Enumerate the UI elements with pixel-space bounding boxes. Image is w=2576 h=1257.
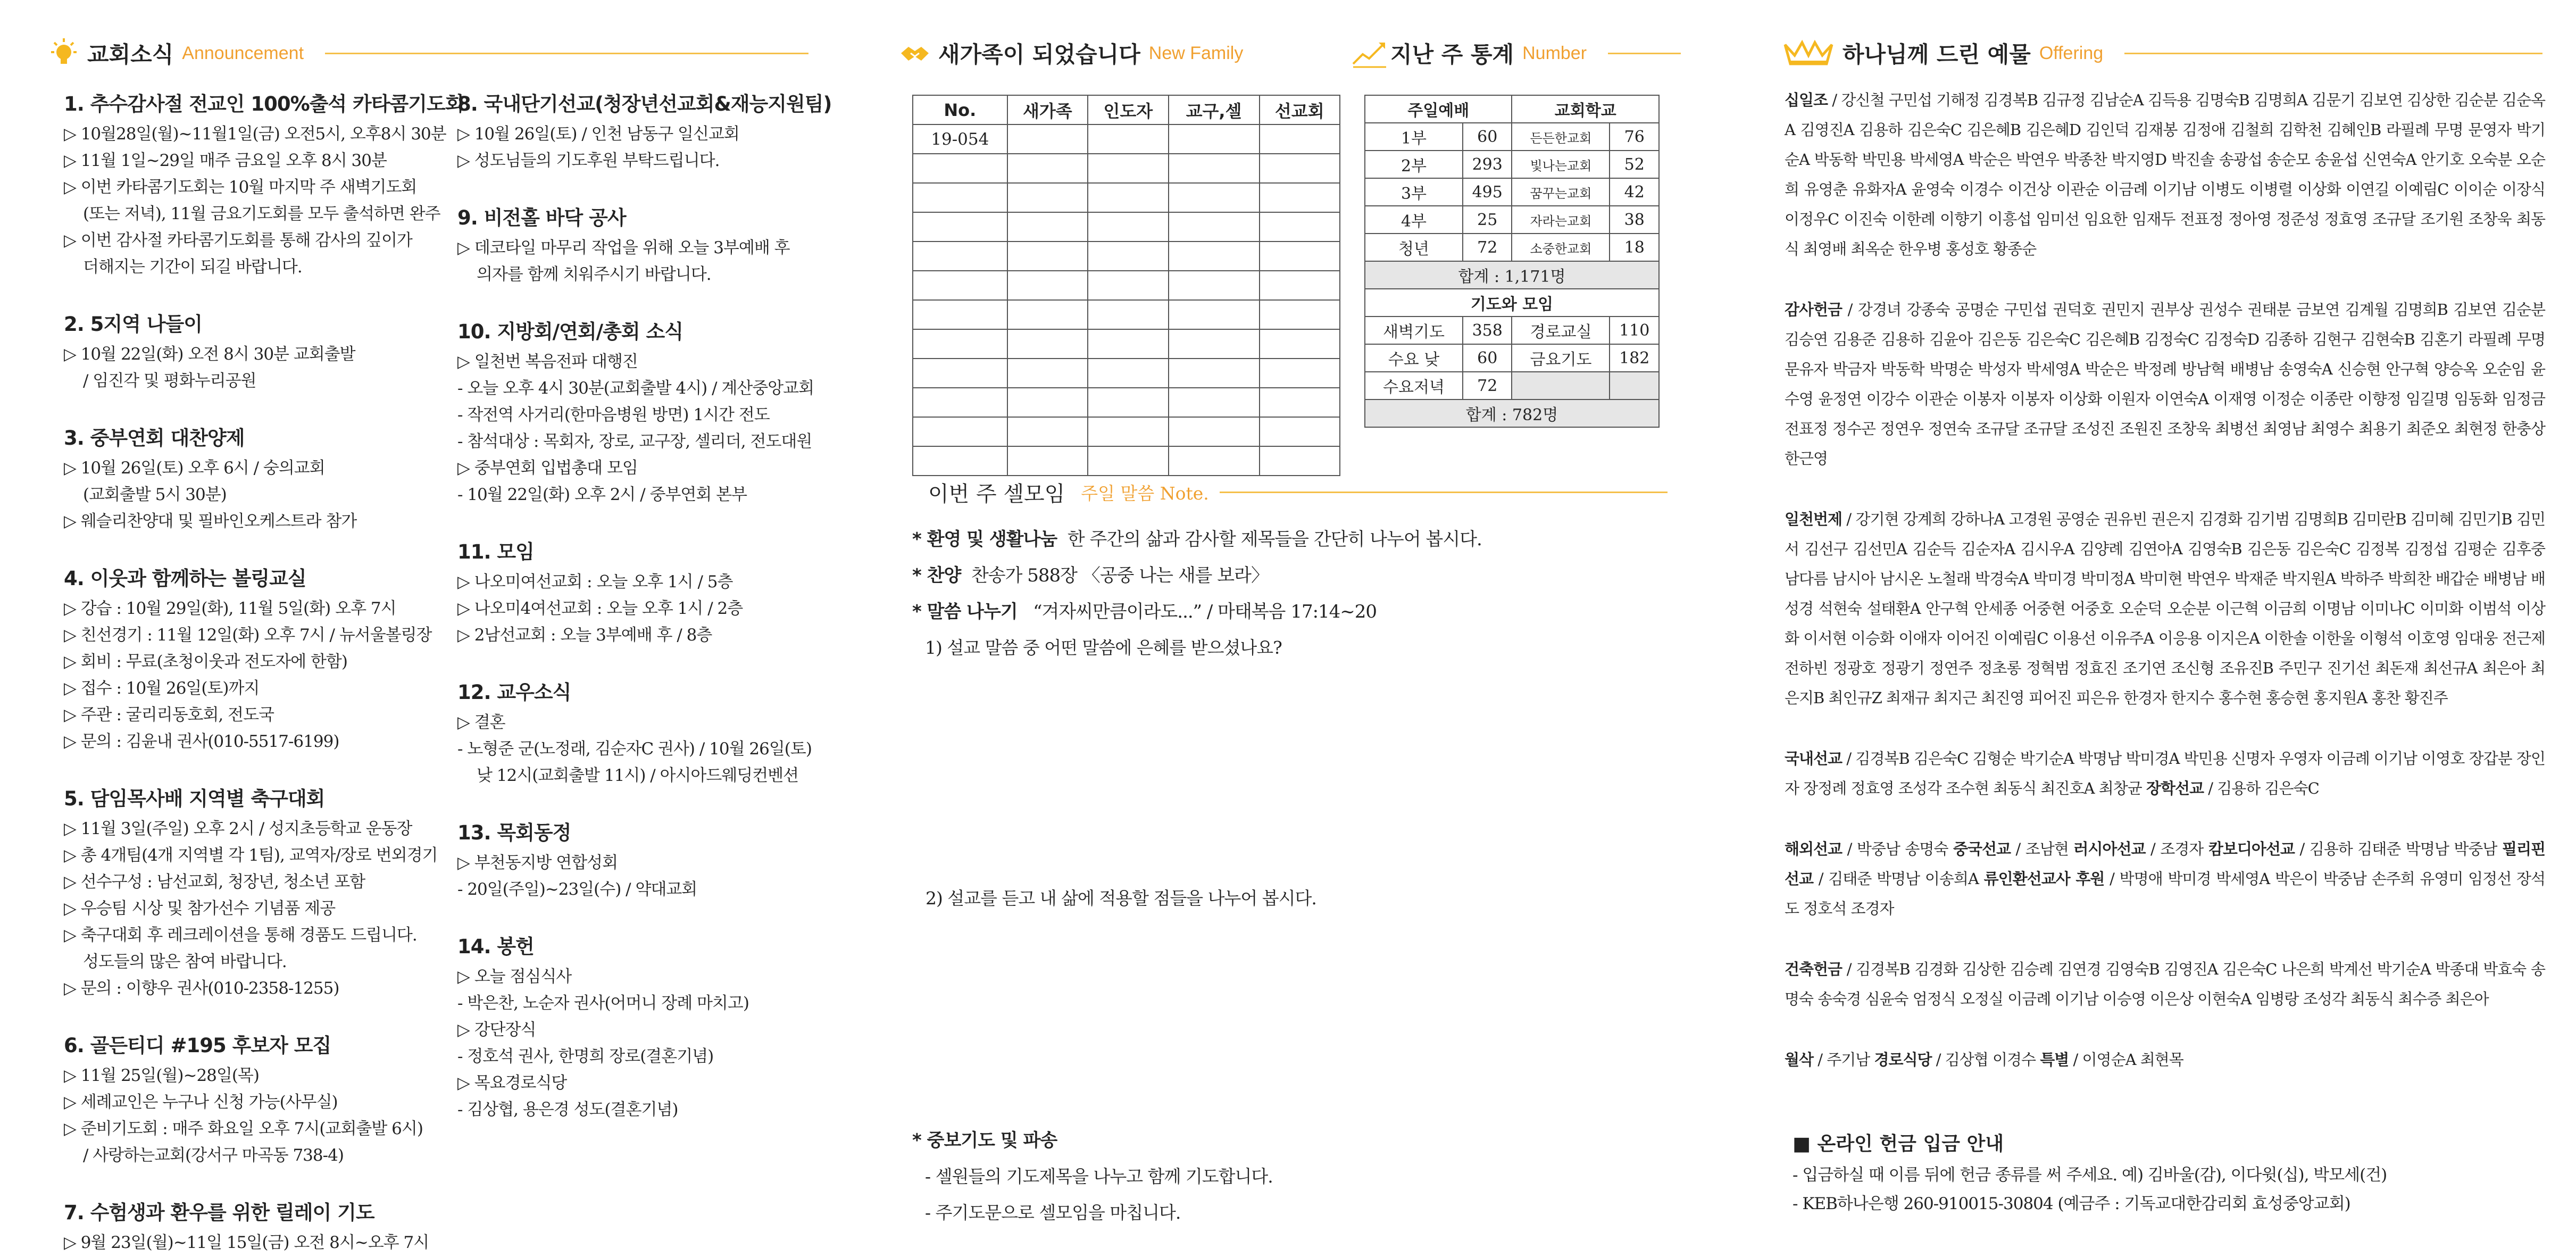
announcement-item: ▷ 10월 26일(토) / 인천 남동구 일신교회 bbox=[457, 124, 739, 144]
new-family-cell bbox=[1260, 183, 1340, 212]
stats-cell: 3부 bbox=[1365, 178, 1463, 206]
prayer-header: 기도와 모임 bbox=[1365, 289, 1659, 317]
new-family-row bbox=[913, 154, 1340, 183]
announcement-item: - 박은찬, 노순자 권사(어머니 장례 마치고) bbox=[457, 994, 749, 1013]
new-family-row bbox=[913, 329, 1340, 359]
offering-category: 특별 bbox=[2040, 1051, 2069, 1069]
announcement-item: ▷ 10월28일(월)~11월1일(금) 오전5시, 오후8시 30분 bbox=[64, 124, 446, 144]
announcement-item: - 오늘 오후 4시 30분(교회출발 4시) / 계산중앙교회 bbox=[457, 379, 814, 398]
announcement-section bbox=[64, 1196, 436, 1256]
announcement-item: (또는 저녁), 11월 금요기도회를 모두 출석하면 완주 bbox=[83, 204, 440, 223]
praise-row bbox=[912, 557, 1668, 594]
offering-names: / 박중남 송명숙 bbox=[1842, 840, 1953, 858]
announcement-item: ▷ 준비기도회 : 매주 화요일 오후 7시(교회출발 6시) bbox=[64, 1119, 423, 1138]
announcement-section bbox=[457, 315, 830, 508]
cell-meeting-title: 이번 주 셀모임 bbox=[928, 481, 1065, 506]
new-family-cell bbox=[913, 154, 1007, 183]
new-family-header bbox=[899, 37, 1335, 69]
announcement-section-title: 14. 봉헌 bbox=[457, 935, 534, 958]
new-family-row bbox=[913, 124, 1340, 154]
new-family-cell bbox=[1169, 359, 1260, 388]
stats-cell: 자라는교회 bbox=[1512, 206, 1610, 234]
intercession-row bbox=[912, 1122, 1668, 1159]
prayer-cell bbox=[1512, 372, 1610, 399]
prayer-cell: 경로교실 bbox=[1512, 317, 1610, 344]
offering-names: / 김경복B 김은숙C 김형순 박기순A 박명남 박미경A 박민용 신명자 우영자 이금례 이기남 이영호 장갑분 장인자 장정례 정효영 조성각 조수현 최동식 최진호A 최창균 bbox=[1785, 750, 2545, 797]
announcement-section-title: 1. 추수감사절 전교인 100%출석 카타콤기도회 bbox=[64, 93, 464, 115]
announcement-item: ▷ 주관 : 굴리리동호회, 전도국 bbox=[64, 705, 274, 725]
announcement-section-title: 2. 5지역 나들이 bbox=[64, 313, 203, 336]
offering-names: / 강기현 강계희 강하나A 고경원 공영순 권유빈 권은지 김경화 김기범 김명희B 김미란B 김미혜 김민기B 김민서 김선구 김선민A 김순득 김순자A 김시우A 김양례 김연아A 김영숙B 김은동 김은숙C 김정복 김정섭 김평순 김후중 남다름 남시아 남시온 노철래 박경숙A 박미경 박미정A 박미현 박연우 박재준 박지원A 박하주 박희찬 배갑순 배병남 배성경 석현숙 설태환A 안구혁 안세종 어중현 어중호 오순덕 오순분 이근혁 이금희 이명남 이미나C 이미화 이범석 이상화 이서현 이승화 이애자 이어진 이예림C 이용선 이유주A 이응용 이지은A 이한솔 이한울 이형석 이호영 임대웅 전근제 전하빈 정광호 정광기 정연주 정초롱 정혁범 정효진 조기연 조신형 조유진B 주민구 진기선 최돈재 최선규A 최은아 최은지B 최인규Z 최재규 최지근 최진영 피어진 피은유 한경자 한지수 홍수현 홍승현 홍지원A 홍찬 황진주 bbox=[1785, 510, 2545, 707]
new-family-cell bbox=[1169, 329, 1260, 359]
announcement-item: ▷ 데코타일 마무리 작업을 위해 오늘 3부예배 후 bbox=[457, 238, 790, 257]
word-label: * 말씀 나누기 bbox=[912, 601, 1018, 622]
announcement-section-title: 8. 국내단기선교(청장년선교회&재능지원팀) bbox=[457, 93, 832, 115]
offering-category: 건축헌금 bbox=[1785, 960, 1843, 978]
stats-cell: 소중한교회 bbox=[1512, 234, 1610, 261]
stats-cell: 1부 bbox=[1365, 123, 1463, 151]
offering-paragraph bbox=[1785, 85, 2545, 264]
new-family-cell bbox=[1260, 124, 1340, 154]
announcement-item: ▷ 축구대회 후 레크레이션을 통해 경품도 드립니다. bbox=[64, 926, 417, 945]
new-family-cell bbox=[1260, 446, 1340, 476]
new-family-col-header: 새가족 bbox=[1007, 95, 1088, 124]
new-family-row bbox=[913, 300, 1340, 329]
prayer-row bbox=[1365, 344, 1659, 372]
new-family-cell bbox=[913, 242, 1007, 271]
stats-row bbox=[1365, 123, 1659, 151]
offering-category: 류인환선교사 후원 bbox=[1983, 870, 2105, 888]
new-family-cell bbox=[1169, 212, 1260, 242]
stats-total-row bbox=[1365, 261, 1659, 289]
announcement-item: ▷ 이번 카타콤기도회는 10월 마지막 주 새벽기도회 bbox=[64, 178, 417, 197]
stats-total-2: 합계 : 782명 bbox=[1365, 399, 1659, 427]
online-offering-title: ■ 온라인 헌금 입금 안내 bbox=[1793, 1133, 2004, 1155]
offering-paragraph bbox=[1785, 295, 2545, 473]
announcement-item: / 임진각 및 평화누리공원 bbox=[83, 371, 256, 390]
announcement-section bbox=[457, 536, 830, 648]
online-offering-line-1: - 입금하실 때 이름 뒤에 헌금 종류를 써 주세요. 예) 김바울(감), 이다윗(십), 박모세(건) bbox=[1793, 1166, 2387, 1185]
question-2: 2) 설교를 듣고 내 삶에 적용할 점들을 나누어 봅시다. bbox=[926, 888, 1316, 909]
new-family-cell bbox=[913, 271, 1007, 300]
offering-paragraph bbox=[1785, 1045, 2545, 1075]
new-family-row bbox=[913, 242, 1340, 271]
new-family-col-header: 인도자 bbox=[1088, 95, 1168, 124]
announcement-section bbox=[457, 930, 830, 1123]
announcement-item: 더해지는 기간이 되길 바랍니다. bbox=[83, 257, 302, 277]
cell-meeting-subtitle: 주일 말씀 Note. bbox=[1081, 482, 1209, 504]
offering-paragraph bbox=[1785, 954, 2545, 1014]
offering-names: / 조경자 bbox=[2145, 840, 2208, 858]
stats-subtitle: Number bbox=[1522, 43, 1587, 63]
offering-paragraph bbox=[1785, 834, 2545, 923]
announcement-section-title: 10. 지방회/연회/총회 소식 bbox=[457, 320, 683, 343]
prayer-cell: 358 bbox=[1463, 317, 1512, 344]
offering-names: / 박명애 박미경 박세영A 박은이 박중남 손주희 유영미 임정선 장석도 정호석 조경자 bbox=[1785, 870, 2545, 918]
stats-cell: 52 bbox=[1610, 151, 1659, 178]
new-family-cell bbox=[1260, 242, 1340, 271]
announcement-section bbox=[64, 422, 436, 535]
announcement-subtitle: Announcement bbox=[182, 43, 304, 63]
new-family-cell bbox=[1260, 300, 1340, 329]
header-rule bbox=[1220, 492, 1668, 493]
new-family-cell bbox=[1007, 124, 1088, 154]
header-rule bbox=[2124, 53, 2542, 54]
announcement-item: ▷ 2남선교회 : 오늘 3부예배 후 / 8층 bbox=[457, 626, 712, 645]
announcement-item: ▷ 나오미4여선교회 : 오늘 오후 1시 / 2층 bbox=[457, 599, 743, 618]
offering-category: 필리핀선교 bbox=[1785, 840, 2546, 888]
intercession-label: * 중보기도 및 파송 bbox=[912, 1130, 1057, 1151]
stats-cell: 25 bbox=[1463, 206, 1512, 234]
word-text: “겨자씨만큼이라도...” / 마태복음 17:14~20 bbox=[1033, 601, 1377, 622]
stats-cell: 꿈꾸는교회 bbox=[1512, 178, 1610, 206]
new-family-cell bbox=[913, 183, 1007, 212]
announcement-item: ▷ 10월 26일(토) 오후 6시 / 숭의교회 bbox=[64, 459, 325, 478]
announcement-item: 성도들의 많은 참여 바랍니다. bbox=[83, 952, 287, 971]
new-family-col-header: No. bbox=[913, 95, 1007, 124]
announcement-item: ▷ 결혼 bbox=[457, 713, 505, 732]
announcement-item: ▷ 나오미여선교회 : 오늘 오후 1시 / 5층 bbox=[457, 572, 733, 592]
announcement-section-title: 11. 모임 bbox=[457, 540, 534, 563]
new-family-row bbox=[913, 271, 1340, 300]
prayer-cell: 새벽기도 bbox=[1365, 317, 1463, 344]
new-family-cell bbox=[1088, 154, 1168, 183]
offering-title: 하나님께 드린 예물 bbox=[1843, 41, 2031, 68]
new-family-cell bbox=[1088, 183, 1168, 212]
prayer-cell: 182 bbox=[1610, 344, 1659, 372]
new-family-cell bbox=[1007, 300, 1088, 329]
announcement-item: ▷ 총 4개팀(4개 지역별 각 1팀), 교역자/장로 번외경기 bbox=[64, 846, 438, 865]
stats-cell: 42 bbox=[1610, 178, 1659, 206]
announcement-item: ▷ 10월 22일(화) 오전 8시 30분 교회출발 bbox=[64, 345, 355, 364]
new-family-col-header: 선교회 bbox=[1260, 95, 1340, 124]
stats-cell: 빛나는교회 bbox=[1512, 151, 1610, 178]
announcement-item: ▷ 11월 25일(월)~28일(목) bbox=[64, 1066, 259, 1085]
new-family-col-header: 교구,셀 bbox=[1169, 95, 1260, 124]
cell-meeting-body bbox=[912, 521, 1668, 666]
new-family-row bbox=[913, 446, 1340, 476]
announcement-item: - 김상협, 용은경 성도(결혼기념) bbox=[457, 1100, 678, 1119]
offering-header bbox=[1782, 37, 2542, 69]
school-header: 교회학교 bbox=[1512, 95, 1659, 123]
announcement-item: - 참석대상 : 목회자, 장로, 교구장, 셀리더, 전도대원 bbox=[457, 432, 812, 451]
stats-cell: 76 bbox=[1610, 123, 1659, 151]
offering-category: 일천번제 bbox=[1785, 510, 1843, 528]
offering-category: 감사헌금 bbox=[1785, 301, 1843, 319]
new-family-row bbox=[913, 388, 1340, 417]
announcement-item: ▷ 이번 감사절 카타콤기도회를 통해 감사의 깊이가 bbox=[64, 231, 412, 250]
new-family-cell bbox=[1169, 124, 1260, 154]
offering-category: 장학선교 bbox=[2146, 779, 2204, 797]
new-family-cell bbox=[1169, 446, 1260, 476]
offering-names: / 김경복B 김경화 김상한 김승례 김연경 김영숙B 김영진A 김은숙C 나은희 박계선 박기순A 박종대 박효숙 송명숙 송숙경 심윤숙 엄정식 오정실 이금례 이기남 이승영 이은상 이현숙A 임병랑 조성각 최동식 최수증 최은아 bbox=[1785, 960, 2545, 1008]
new-family-cell bbox=[1088, 271, 1168, 300]
new-family-cell bbox=[1169, 417, 1260, 446]
prayer-total-row bbox=[1365, 399, 1659, 427]
announcement-section bbox=[457, 202, 830, 288]
new-family-subtitle: New Family bbox=[1148, 43, 1244, 63]
lightbulb-icon bbox=[48, 37, 80, 69]
new-family-cell bbox=[1007, 242, 1088, 271]
stats-cell: 72 bbox=[1463, 234, 1512, 261]
new-family-cell bbox=[1007, 154, 1088, 183]
welcome-row bbox=[912, 521, 1668, 557]
stats-cell: 청년 bbox=[1365, 234, 1463, 261]
new-family-cell bbox=[913, 388, 1007, 417]
stats-row bbox=[1365, 178, 1659, 206]
prayer-row bbox=[1365, 372, 1659, 399]
stats-total-1: 합계 : 1,171명 bbox=[1365, 261, 1659, 289]
new-family-cell bbox=[1007, 271, 1088, 300]
welcome-label: * 환영 및 생활나눔 bbox=[912, 529, 1057, 550]
offering-paragraph bbox=[1785, 504, 2545, 713]
announcement-item: 낮 12시(교회출발 11시) / 아시아드웨딩컨벤션 bbox=[477, 766, 799, 785]
announcement-item: ▷ 세례교인은 누구나 신청 가능(사무실) bbox=[64, 1093, 338, 1112]
announcement-item: - 20일(주일)~23일(수) / 약대교회 bbox=[457, 880, 697, 899]
new-family-cell bbox=[1169, 242, 1260, 271]
new-family-cell bbox=[1260, 329, 1340, 359]
new-family-cell bbox=[1007, 446, 1088, 476]
offering-paragraph bbox=[1785, 744, 2545, 803]
announcement-item: ▷ 문의 : 이향우 권사(010-2358-1255) bbox=[64, 979, 339, 998]
offering-category: 국내선교 bbox=[1785, 750, 1843, 768]
stats-header-row bbox=[1365, 95, 1659, 123]
prayer-cell: 110 bbox=[1610, 317, 1659, 344]
welcome-text: 한 주간의 삶과 감사할 제목들을 간단히 나누어 봅시다. bbox=[1067, 529, 1482, 550]
new-family-cell bbox=[1260, 271, 1340, 300]
new-family-cell bbox=[1088, 359, 1168, 388]
stats-cell: 2부 bbox=[1365, 151, 1463, 178]
new-family-cell bbox=[1169, 183, 1260, 212]
offering-category: 러시아선교 bbox=[2073, 840, 2146, 858]
new-family-cell bbox=[1088, 417, 1168, 446]
stats-cell: 60 bbox=[1463, 123, 1512, 151]
announcement-item: ▷ 목요경로식당 bbox=[457, 1073, 567, 1093]
new-family-cell bbox=[1088, 388, 1168, 417]
offering-category: 십일조 bbox=[1785, 91, 1828, 109]
new-family-cell bbox=[1088, 242, 1168, 271]
prayer-cell: 72 bbox=[1463, 372, 1512, 399]
announcement-section bbox=[64, 308, 436, 394]
prayer-cell bbox=[1610, 372, 1659, 399]
prayer-cell: 60 bbox=[1463, 344, 1512, 372]
announcement-section-title: 6. 골든티디 #195 후보자 모집 bbox=[64, 1034, 331, 1057]
offering-names: / 주기남 bbox=[1813, 1051, 1874, 1069]
online-offering-line-2: - KEB하나은행 260-910015-30804 (예금주 : 기독교대한감리회 효성중앙교회) bbox=[1793, 1194, 2350, 1213]
announcement-section-title: 12. 교우소식 bbox=[457, 681, 571, 704]
announcement-item: ▷ 11월 1일~29일 매주 금요일 오후 8시 30분 bbox=[64, 151, 387, 170]
announcement-item: ▷ 부천동지방 연합성회 bbox=[457, 853, 618, 872]
announcement-section-title: 13. 목회동정 bbox=[457, 821, 571, 844]
praise-text: 찬송가 588장 〈공중 나는 새를 보라〉 bbox=[971, 565, 1269, 586]
handshake-icon bbox=[899, 37, 931, 69]
announcement-item: - 10월 22일(화) 오후 2시 / 중부연회 본부 bbox=[457, 485, 747, 504]
new-family-cell bbox=[1088, 446, 1168, 476]
intercession-section bbox=[912, 1122, 1668, 1231]
announcement-section bbox=[64, 562, 436, 755]
announcement-section bbox=[64, 88, 464, 280]
new-family-row bbox=[913, 359, 1340, 388]
new-family-cell bbox=[1260, 417, 1340, 446]
praise-label: * 찬양 bbox=[912, 565, 961, 586]
announcement-section bbox=[457, 676, 830, 789]
new-family-cell bbox=[913, 300, 1007, 329]
offering-names: / 강신철 구민섭 기해정 김경복B 김규정 김남순A 김득용 김명숙B 김명희A 김문기 김보연 김상한 김순분 김순옥A 김영진A 김용하 김은숙C 김은혜B 김은혜D 김인덕 김재봉 김정애 김철희 김학천 김혜인B 라필례 무명 문영자 박기순A 박동학 박민용 박세영A 박순은 박연우 박종찬 박지영D 박진솔 송광섭 송순모 송윤섭 신연숙A 안기호 오숙분 오순희 유영춘 유화자A 윤영숙 이경수 이건상 이관순 이금례 이기남 이병도 이병렬 이상화 이연길 이예림C 이이순 이장식 이정우C 이진숙 이한례 이향기 이흥섭 임미선 임요한 임재두 전표정 정아영 정준성 정효영 조규달 조기원 조창욱 최동식 최영배 최옥순 한우병 홍성호 황종순 bbox=[1785, 91, 2545, 258]
trend-chart-icon bbox=[1351, 37, 1383, 69]
offering-names: / 김태준 박명남 이송희A bbox=[1813, 870, 1984, 888]
new-family-title: 새가족이 되었습니다 bbox=[938, 41, 1140, 68]
announcement-item: ▷ 9월 23일(월)~11일 15일(금) 오전 8시~오후 7시 bbox=[64, 1233, 429, 1252]
announcement-item: ▷ 친선경기 : 11월 12일(화) 오후 7시 / 뉴서울볼링장 bbox=[64, 626, 432, 645]
prayer-cell: 금요기도 bbox=[1512, 344, 1610, 372]
prayer-cell: 수요저녁 bbox=[1365, 372, 1463, 399]
offering-subtitle: Offering bbox=[2039, 43, 2104, 63]
announcement-item: ▷ 웨슬리찬양대 및 필바인오케스트라 참가 bbox=[64, 512, 357, 531]
new-family-cell bbox=[913, 329, 1007, 359]
new-family-cell bbox=[1007, 183, 1088, 212]
new-family-cell bbox=[913, 417, 1007, 446]
announcement-item: - 노형준 군(노정래, 김순자C 권사) / 10월 26일(토) bbox=[457, 739, 812, 759]
offering-body bbox=[1785, 85, 2545, 1105]
new-family-cell bbox=[913, 212, 1007, 242]
offering-category: 월삭 bbox=[1785, 1051, 1814, 1069]
announcement-item: ▷ 오늘 점심식사 bbox=[457, 967, 572, 986]
announcement-item: ▷ 접수 : 10월 26일(토)까지 bbox=[64, 679, 260, 698]
online-offering-section bbox=[1793, 1128, 2548, 1218]
crown-icon bbox=[1782, 37, 1835, 69]
intercession-line-1: - 셀원들의 기도제목을 나누고 함께 기도합니다. bbox=[925, 1166, 1273, 1187]
new-family-cell bbox=[1007, 417, 1088, 446]
new-family-cell bbox=[1088, 300, 1168, 329]
new-family-row bbox=[913, 212, 1340, 242]
offering-names: / 이영순A 최현목 bbox=[2069, 1051, 2183, 1069]
new-family-cell bbox=[1169, 388, 1260, 417]
offering-names: / 강경녀 강종숙 공명순 구민섭 권덕호 권민지 권부상 권성수 권태분 금보연 김계월 김명희B 김보연 김순분 김승연 김용준 김용하 김윤아 김은동 김은숙C 김은혜B 김정숙C 김정숙D 김종하 김현구 김현숙B 김혼기 라필례 무명 문유자 박금자 박동학 박명순 박성자 박세영A 박순은 박정례 방남혁 배병남 송영숙A 신승현 안구혁 양승옥 오순임 윤수영 윤정연 이강수 이관순 이봉자 이봉자 이상화 이원자 이연숙A 이재영 이정순 이종란 이향정 임길명 임동화 임정금 전표정 정수곤 정연우 정연숙 조규달 조규달 조성진 조원진 조창욱 최병선 최영남 최영수 최용기 최준오 최현정 한충상 한근영 bbox=[1785, 301, 2545, 468]
announcement-item: ▷ 일천번 복음전파 대행진 bbox=[457, 352, 638, 371]
prayer-row bbox=[1365, 317, 1659, 344]
stats-cell: 38 bbox=[1610, 206, 1659, 234]
intercession-line-2: - 주기도문으로 셀모임을 마칩니다. bbox=[925, 1202, 1181, 1223]
announcement-column-2 bbox=[457, 88, 830, 1151]
announcement-item: ▷ 11월 3일(주일) 오후 2시 / 성지초등학교 운동장 bbox=[64, 819, 412, 838]
stats-row bbox=[1365, 151, 1659, 178]
announcement-item: / 사랑하는교회(강서구 마곡동 738-4) bbox=[83, 1146, 344, 1165]
announcement-item: ▷ 중부연회 입법총대 모임 bbox=[457, 459, 638, 478]
announcement-section-title: 4. 이웃과 함께하는 볼링교실 bbox=[64, 567, 306, 590]
stats-title: 지난 주 통계 bbox=[1390, 41, 1514, 68]
new-family-row bbox=[913, 183, 1340, 212]
new-family-cell bbox=[1007, 359, 1088, 388]
new-family-cell bbox=[1260, 212, 1340, 242]
stats-cell: 든든한교회 bbox=[1512, 123, 1610, 151]
announcement-column-1 bbox=[64, 88, 464, 1257]
announcement-item: ▷ 문의 : 김윤내 권사(010-5517-6199) bbox=[64, 732, 339, 751]
offering-category: 중국선교 bbox=[1953, 840, 2011, 858]
announcement-item: ▷ 회비 : 무료(초청이웃과 전도자에 한함) bbox=[64, 652, 347, 671]
new-family-cell bbox=[1169, 154, 1260, 183]
new-family-cell bbox=[1007, 329, 1088, 359]
offering-category: 해외선교 bbox=[1785, 840, 1843, 858]
new-family-row bbox=[913, 417, 1340, 446]
announcement-section bbox=[64, 782, 436, 1002]
new-family-cell bbox=[1088, 212, 1168, 242]
offering-names: / 김상협 이경수 bbox=[1931, 1051, 2040, 1069]
announcement-section-title: 9. 비전홀 바닥 공사 bbox=[457, 206, 626, 229]
announcement-section-title: 7. 수험생과 환우를 위한 릴레이 기도 bbox=[64, 1201, 374, 1224]
stats-header bbox=[1351, 37, 1681, 69]
announcement-item: ▷ 선수구성 : 남선교회, 청장년, 청소년 포함 bbox=[64, 872, 365, 892]
new-family-cell bbox=[1260, 388, 1340, 417]
offering-names: / 김용하 김은숙C bbox=[2204, 779, 2319, 797]
new-family-cell bbox=[1169, 300, 1260, 329]
offering-category: 경로식당 bbox=[1874, 1051, 1932, 1069]
stats-cell: 18 bbox=[1610, 234, 1659, 261]
question-1: 1) 설교 말씀 중 어떤 말씀에 은혜를 받으셨나요? bbox=[925, 637, 1282, 658]
new-family-cell bbox=[1088, 329, 1168, 359]
stats-cell: 4부 bbox=[1365, 206, 1463, 234]
stats-table bbox=[1364, 95, 1660, 428]
announcement-item: 의자를 함께 치워주시기 바랍니다. bbox=[477, 265, 711, 284]
announcement-title: 교회소식 bbox=[87, 41, 174, 68]
header-rule bbox=[325, 53, 808, 54]
announcement-item: (교회출발 5시 30분) bbox=[83, 485, 227, 504]
stats-row bbox=[1365, 234, 1659, 261]
worship-header: 주일예배 bbox=[1365, 95, 1512, 123]
new-family-table bbox=[912, 95, 1340, 476]
new-family-cell bbox=[1260, 154, 1340, 183]
announcement-item: - 작전역 사거리(한마음병원 방면) 1시간 전도 bbox=[457, 405, 770, 424]
stats-cell: 293 bbox=[1463, 151, 1512, 178]
new-family-cell bbox=[1007, 212, 1088, 242]
announcement-section-title: 3. 중부연회 대찬양제 bbox=[64, 427, 245, 449]
stats-cell: 495 bbox=[1463, 178, 1512, 206]
announcement-item: ▷ 강습 : 10월 29일(화), 11월 5일(화) 오후 7시 bbox=[64, 599, 396, 618]
announcement-section bbox=[457, 88, 830, 174]
announcement-section-title: 5. 담임목사배 지역별 축구대회 bbox=[64, 787, 325, 810]
offering-names: / 김용하 김태준 박명남 박중남 bbox=[2294, 840, 2502, 858]
announcement-item: ▷ 강단장식 bbox=[457, 1020, 536, 1039]
new-family-cell bbox=[1260, 359, 1340, 388]
offering-names: / 조남현 bbox=[2011, 840, 2074, 858]
prayer-cell: 수요 낮 bbox=[1365, 344, 1463, 372]
announcement-section bbox=[457, 817, 830, 903]
announcement-section bbox=[64, 1029, 436, 1169]
new-family-cell bbox=[913, 446, 1007, 476]
announcement-item: ▷ 우승팀 시상 및 참가선수 기념품 제공 bbox=[64, 899, 336, 918]
announcement-item: ▷ 성도님들의 기도후원 부탁드립니다. bbox=[457, 151, 720, 170]
offering-category: 캄보디아선교 bbox=[2208, 840, 2295, 858]
new-family-cell bbox=[913, 359, 1007, 388]
word-row bbox=[912, 594, 1668, 630]
stats-row bbox=[1365, 206, 1659, 234]
announcement-item: - 정호석 권사, 한명희 장로(결혼기념) bbox=[457, 1047, 714, 1066]
header-rule bbox=[1608, 53, 1681, 54]
new-family-cell bbox=[1088, 124, 1168, 154]
new-family-cell bbox=[1007, 388, 1088, 417]
cell-meeting-header bbox=[928, 476, 1668, 508]
new-family-cell bbox=[1169, 271, 1260, 300]
prayer-header-row bbox=[1365, 289, 1659, 317]
new-family-cell: 19-054 bbox=[913, 124, 1007, 154]
announcement-header bbox=[48, 37, 808, 69]
